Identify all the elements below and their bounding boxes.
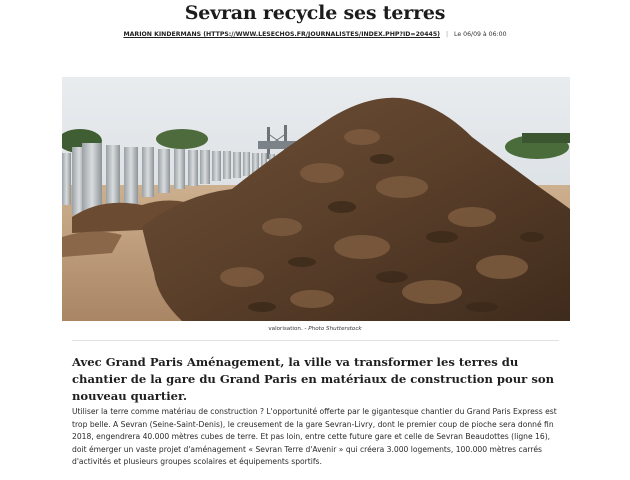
byline	[0, 31, 630, 38]
photo-credit: - Photo Shutterstock	[304, 326, 362, 332]
article-title: Sevran recycle ses terres	[184, 2, 446, 24]
photo-caption	[0, 326, 630, 332]
author-link[interactable]: MARION KINDERMANS (HTTPS://WWW.LESECHOS.FR/JOURNALISTES/INDEX.PHP?ID=20445)	[123, 31, 440, 38]
divider	[72, 340, 559, 341]
article-photo	[62, 77, 570, 321]
caption-text: valorisation.	[268, 326, 303, 332]
article-lead: Avec Grand Paris Aménagement, la ville va transformer les terres du chantier de la gare du Grand Paris en matériaux de construction pour son nouveau quartier.	[72, 355, 555, 403]
byline-separator: |	[445, 31, 449, 38]
soil-pile-illustration	[62, 77, 570, 321]
publish-date: Le 06/09 à 06:00	[454, 31, 507, 38]
article-body: Utiliser la terre comme matériau de construction ? L'opportunité offerte par le gigantesque chantier du Grand Paris Express est trop belle. A Sevran (Seine-Saint-Denis), le creusement de la gare Sevran-Livry, dont le premier coup de pioche sera donné fin 2018, engendrera 40.000 mètres cubes de terre. Et pas loin, entre cette future gare et celle de Sevran Beaudottes (ligne 16), doit émerger un vaste projet d'aménagement « Sevran Terre d'Avenir » qui créera 3.000 logements, 100.000 mètres carrés d'activités et plusieurs groupes scolaires et équipements sportifs.	[72, 407, 557, 467]
